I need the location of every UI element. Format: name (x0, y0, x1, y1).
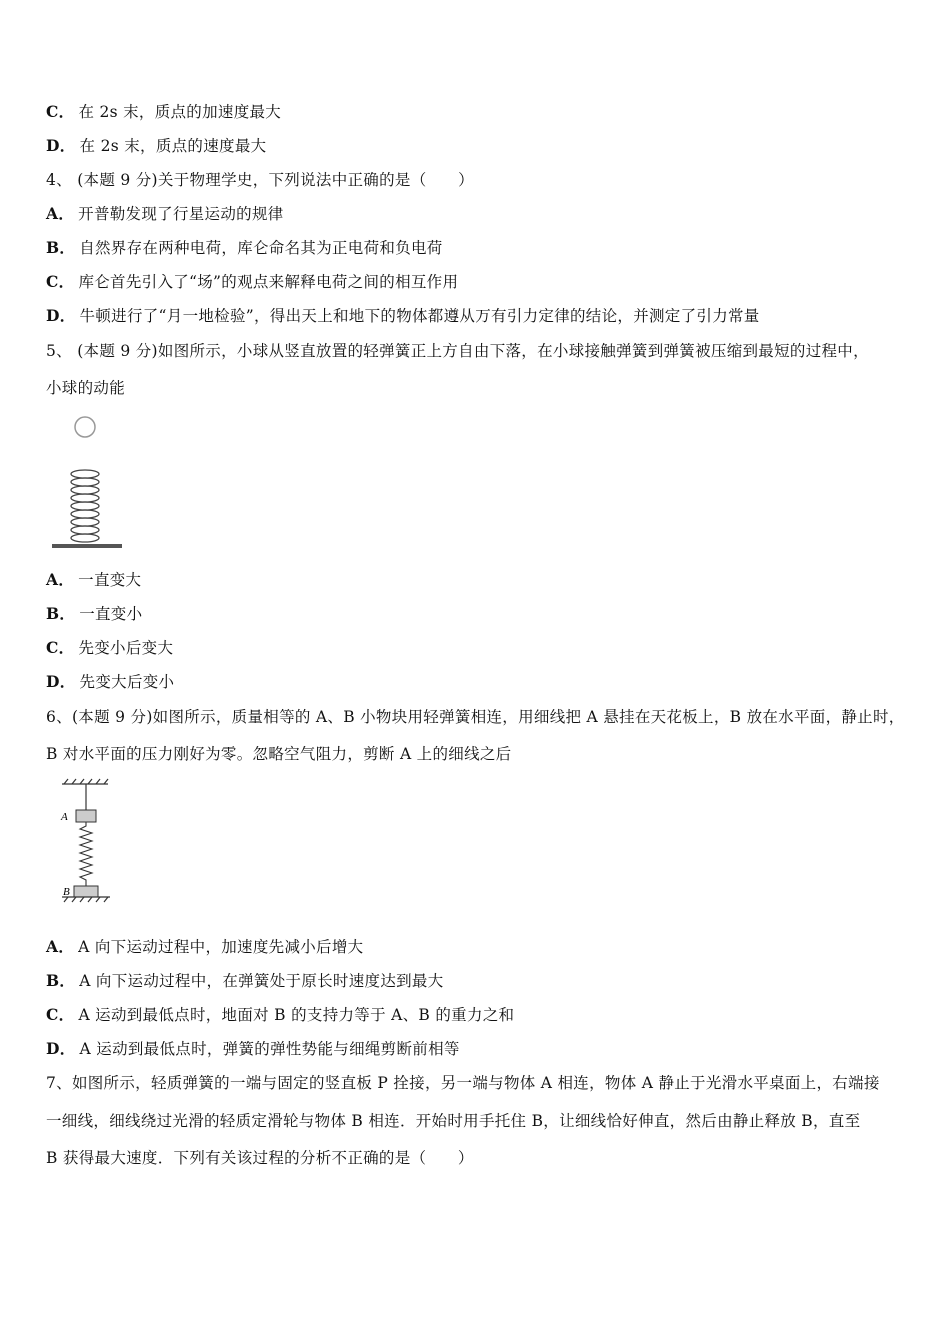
option-text: 先变小后变大 (78, 639, 174, 657)
q5-option-b (46, 604, 142, 624)
q4-option-b (46, 238, 443, 258)
option-label: C． (46, 272, 75, 291)
option-label: D． (46, 136, 76, 155)
option-text: 一直变大 (78, 571, 142, 589)
option-label: B． (46, 238, 76, 257)
option-label: B． (46, 604, 76, 623)
ab-spring-figure (56, 778, 116, 908)
option-text: 一直变小 (79, 605, 143, 623)
option-label: A． (46, 937, 75, 956)
block-a (76, 810, 96, 822)
q5-stem-line1: 5、 (本题 9 分)如图所示，小球从竖直放置的轻弹簧正上方自由下落，在小球接触弹簧到弹簧被压缩到最短的过程中， (46, 342, 869, 360)
ball-icon (75, 417, 95, 437)
q7-stem-line2: 一细线，细线绕过光滑的轻质定滑轮与物体 B 相连．开始时用手托住 B，让细线恰好伸直，然后由静止释放 B，直至 (46, 1112, 861, 1130)
q4-option-a (46, 204, 284, 224)
q5-stem-line2: 小球的动能 (46, 379, 126, 397)
option-label: D． (46, 1039, 76, 1058)
option-label: D． (46, 672, 76, 691)
option-label: C． (46, 638, 75, 657)
ceiling (62, 779, 108, 784)
option-text: 牛顿进行了“月一地检验”，得出天上和地下的物体都遵从万有引力定律的结论，并测定了引力常量 (79, 307, 760, 325)
option-label: A． (46, 204, 75, 223)
q5-option-d (46, 672, 174, 692)
option-label: D． (46, 306, 76, 325)
q6-option-b (46, 971, 444, 991)
option-text: A 运动到最低点时，地面对 B 的支持力等于 A、B 的重力之和 (78, 1006, 515, 1024)
q6-option-a (46, 937, 363, 957)
q6-option-d (46, 1039, 460, 1059)
option-text: 先变大后变小 (79, 673, 175, 691)
q4-option-d (46, 306, 760, 326)
q3-option-c (46, 102, 281, 122)
option-text: 在 2s 末，质点的加速度最大 (78, 103, 282, 121)
q6-stem-line2: B 对水平面的压力刚好为零。忽略空气阻力，剪断 A 上的细线之后 (46, 745, 512, 763)
q6-stem-line1: 6、(本题 9 分)如图所示，质量相等的 A、B 小物块用轻弹簧相连，用细线把 A 悬挂在天花板上，B 放在水平面，静止时， (46, 708, 905, 726)
option-label: B． (46, 971, 76, 990)
q4-stem: 4、 (本题 9 分)关于物理学史，下列说法中正确的是（ ） (46, 171, 474, 189)
option-text: 在 2s 末，质点的速度最大 (79, 137, 267, 155)
q7-stem-line3: B 获得最大速度．下列有关该过程的分析不正确的是（ ） (46, 1149, 474, 1167)
q6-option-c (46, 1005, 514, 1025)
q4-option-c (46, 272, 458, 292)
q7-stem-line1: 7、如图所示，轻质弹簧的一端与固定的竖直板 P 拴接，另一端与物体 A 相连，物体 A 静止于光滑水平桌面上，右端接 (46, 1074, 880, 1092)
ground (52, 544, 122, 548)
ball-spring-figure (48, 410, 128, 552)
q5-option-c (46, 638, 173, 658)
option-text: A 向下运动过程中，加速度先减小后增大 (78, 938, 364, 956)
spring-zigzag (80, 822, 92, 886)
option-text: 库仑首先引入了“场”的观点来解释电荷之间的相互作用 (78, 273, 459, 291)
option-label: C． (46, 1005, 75, 1024)
spring-coil (71, 470, 99, 542)
option-text: 开普勒发现了行星运动的规律 (78, 205, 284, 223)
block-b (74, 886, 98, 897)
option-label: C． (46, 102, 75, 121)
block-a-label: A (61, 811, 68, 823)
option-text: A 运动到最低点时，弹簧的弹性势能与细绳剪断前相等 (79, 1040, 460, 1058)
q3-option-d (46, 136, 266, 156)
option-text: 自然界存在两种电荷，库仑命名其为正电荷和负电荷 (79, 239, 443, 257)
option-text: A 向下运动过程中，在弹簧处于原长时速度达到最大 (79, 972, 444, 990)
option-label: A． (46, 570, 75, 589)
q5-option-a (46, 570, 141, 590)
block-b-label: B (63, 886, 70, 898)
